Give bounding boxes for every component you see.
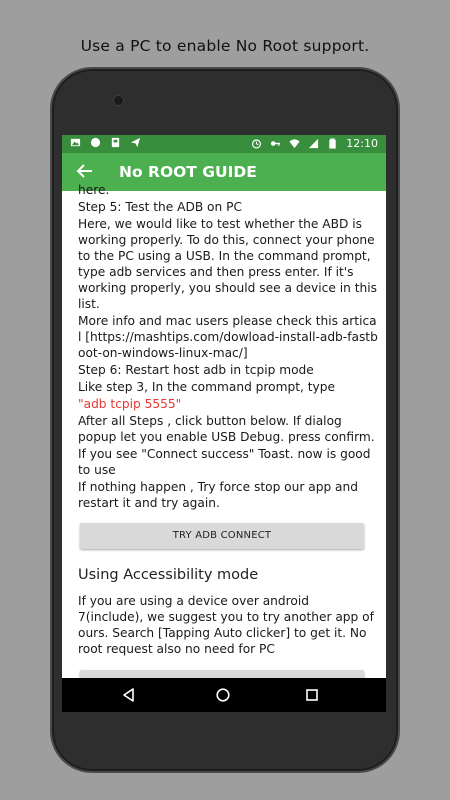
battery-icon bbox=[327, 138, 338, 149]
key-icon bbox=[270, 138, 281, 149]
square-recents-icon[interactable] bbox=[304, 687, 320, 703]
partial-text: here. bbox=[78, 183, 110, 197]
alarm-icon bbox=[251, 138, 262, 149]
step5-title: Step 5: Test the ADB on PC bbox=[78, 200, 242, 214]
try-adb-connect-button[interactable]: TRY ADB CONNECT bbox=[80, 523, 364, 549]
step5-body: Here, we would like to test whether the ABD is working properly. To do this, connect your phone to the PC using a USB. In the command prompt, type adb services and then press enter. If it's working properly, you should see a device in this list. bbox=[78, 217, 377, 311]
phone-screen bbox=[62, 135, 386, 712]
promo-caption: Use a PC to enable No Root support. bbox=[80, 37, 370, 55]
circle-home-icon[interactable] bbox=[215, 687, 231, 703]
step6-body: Like step 3, In the command prompt, type bbox=[78, 380, 335, 394]
after-steps-text: After all Steps , click button below. If dialog popup let you enable USB Debug. press confirm. bbox=[78, 414, 375, 444]
step6-command: "adb tcpip 5555" bbox=[78, 397, 182, 411]
guide-content[interactable] bbox=[62, 183, 386, 678]
front-camera bbox=[113, 95, 124, 106]
send-icon bbox=[130, 137, 141, 148]
connect-success-text: If you see "Connect success" Toast. now is good to use bbox=[78, 447, 371, 477]
arrow-back-icon[interactable] bbox=[76, 162, 94, 180]
app-title: No ROOT GUIDE bbox=[119, 163, 257, 181]
more-info-text: More info and mac users please check this artical [https://mashtips.com/dowload-install-adb-fastboot-on-windows-linux-mac/] bbox=[78, 314, 378, 360]
triangle-back-icon[interactable] bbox=[121, 687, 137, 703]
image-icon bbox=[70, 137, 81, 148]
accessibility-title: Using Accessibility mode bbox=[78, 567, 259, 583]
accessibility-body: If you are using a device over android 7(include), we suggest you to try another app of ours. Search [Tapping Auto clicker] to get it. No root request also no need for PC bbox=[78, 594, 374, 656]
status-bar bbox=[62, 135, 386, 153]
status-time: 12:10 bbox=[346, 137, 378, 150]
navigation-bar bbox=[62, 678, 386, 712]
card-icon bbox=[110, 137, 121, 148]
nothing-happen-text: If nothing happen , Try force stop our app and restart it and try again. bbox=[78, 480, 358, 510]
circle-icon bbox=[90, 137, 101, 148]
signal-icon bbox=[308, 138, 319, 149]
step6-title: Step 6: Restart host adb in tcpip mode bbox=[78, 363, 314, 377]
wifi-icon bbox=[289, 138, 300, 149]
